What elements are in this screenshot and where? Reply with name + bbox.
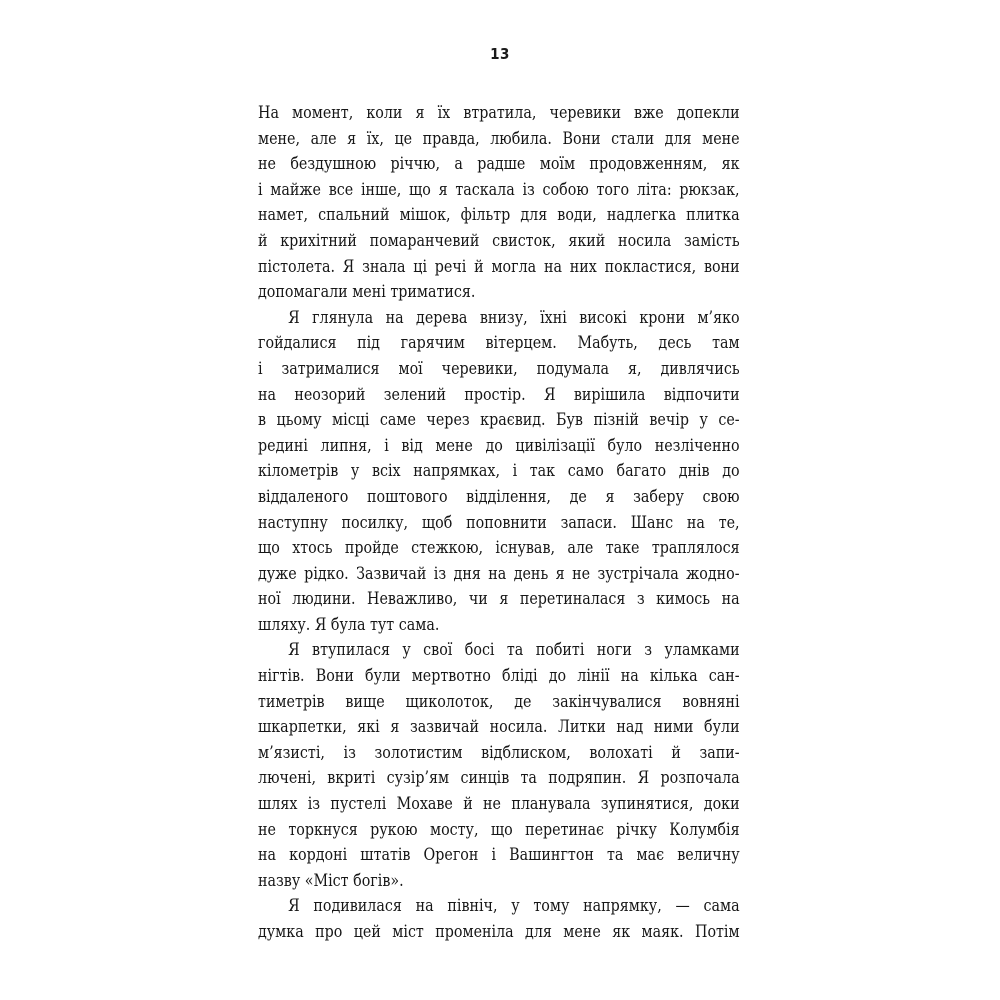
text-line: м’язисті, із золотистим відблиском, волохаті й запи-: [258, 742, 740, 762]
text-line: ної людини. Неважливо, чи я перетиналася з кимось на: [258, 589, 740, 609]
text-line: мене, але я їх, це правда, любила. Вони стали для мене: [258, 128, 740, 148]
text-line: на неозорий зелений простір. Я вирішила відпочити: [258, 384, 740, 404]
text-line: пістолета. Я знала ці речі й могла на них покластися, вони: [258, 256, 740, 276]
text-line: назву «Міст богів».: [258, 870, 404, 890]
text-line: і майже все інше, що я таскала із собою того літа: рюкзак,: [258, 179, 740, 199]
body-text: [258, 100, 740, 945]
text-line: редині липня, і від мене до цивілізації було незліченно: [258, 435, 740, 455]
text-line: Я втупилася у свої босі та побиті ноги з уламками: [288, 640, 740, 660]
text-line: нігтів. Вони були мертвотно бліді до лінії на кілька сан-: [258, 666, 740, 686]
text-line: думка про цей міст променіла для мене як маяк. Потім: [258, 922, 740, 941]
text-line: дуже рідко. Зазвичай із дня на день я не зустрічала жодно-: [258, 563, 740, 583]
text-line: й крихітний помаранчевий свисток, який носила замість: [258, 230, 740, 250]
text-line: На момент, коли я їх втратила, черевики вже допекли: [258, 103, 740, 122]
text-line: шляху. Я була тут сама.: [258, 614, 440, 634]
text-line: Я подивилася на північ, у тому напрямку, — сама: [288, 896, 740, 916]
text-line: не бездушною річчю, а радше моїм продовженням, як: [258, 154, 740, 174]
text-line: і затрималися мої черевики, подумала я, дивлячись: [258, 358, 740, 378]
text-line: допомагали мені триматися.: [258, 282, 476, 302]
text-line: віддаленого поштового відділення, де я заберу свою: [258, 486, 740, 506]
text-line: що хтось пройде стежкою, існував, але таке траплялося: [258, 538, 740, 558]
text-line: лючені, вкриті сузір’ям синців та подряпин. Я розпочала: [258, 768, 740, 788]
text-line: кілометрів у всіх напрямках, і так само багато днів до: [258, 461, 740, 481]
text-line: в цьому місці саме через краєвид. Був пізній вечір у се-: [258, 410, 740, 430]
page-number: 13: [490, 45, 510, 63]
text-line: тиметрів вище щиколоток, де закінчувалися вовняні: [258, 691, 740, 711]
text-line: наступну посилку, щоб поповнити запаси. Шанс на те,: [258, 512, 740, 532]
text-line: Я глянула на дерева внизу, їхні високі крони м’яко: [288, 307, 740, 327]
text-line: гойдалися під гарячим вітерцем. Мабуть, десь там: [258, 333, 740, 353]
text-line: не торкнуся рукою мосту, що перетинає річку Колумбія: [258, 819, 740, 839]
text-line: шлях із пустелі Мохаве й не планувала зупинятися, доки: [258, 794, 740, 814]
text-line: на кордоні штатів Орегон і Вашингтон та має величну: [258, 845, 740, 865]
text-line: шкарпетки, які я зазвичай носила. Литки над ними були: [258, 717, 740, 737]
text-line: намет, спальний мішок, фільтр для води, надлегка плитка: [258, 205, 740, 225]
